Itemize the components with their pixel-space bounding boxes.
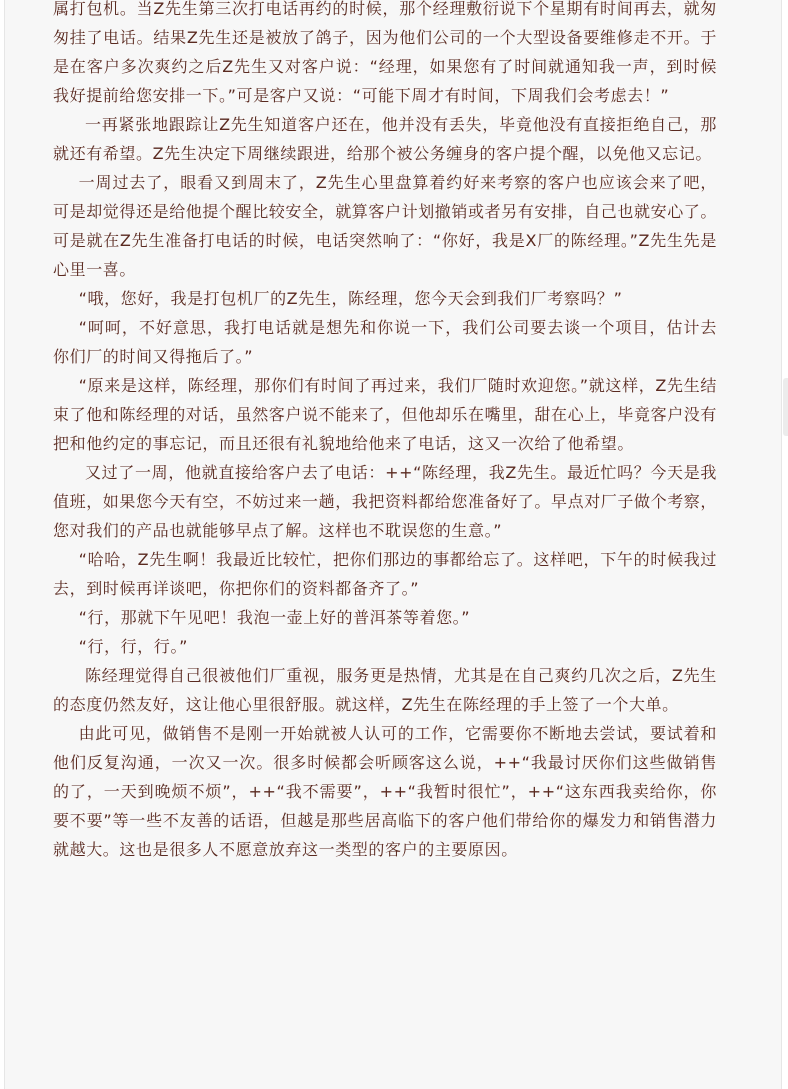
paragraph: 一再紧张地跟踪让Z先生知道客户还在，他并没有丢失，毕竟他没有直接拒绝自己，那就还有希望。Z先生决定下周继续跟进，给那个被公务缠身的客户提个醒，以免他又忘记。	[53, 115, 717, 163]
paragraph: 陈经理觉得自己很被他们厂重视，服务更是热情，尤其是在自己爽约几次之后，Z先生的态度仍然友好，这让他心里很舒服。就这样，Z先生在陈经理的手上签了一个大单。	[53, 666, 717, 714]
document-page	[4, 0, 782, 1089]
scrollbar-handle[interactable]	[783, 378, 788, 436]
paragraph: 属打包机。当Z先生第三次打电话再约的时候，那个经理敷衍说下个星期有时间再去，就匆匆挂了电话。结果Z先生还是被放了鸽子，因为他们公司的一个大型设备要维修走不开。于是在客户多次爽约之后Z先生又对客户说：“经理，如果您有了时间就通知我一声，到时候我好提前给您安排一下。”可是客户又说：“可能下周才有时间，下周我们会考虑去！”	[53, 0, 717, 105]
paragraph: 又过了一周，他就直接给客户去了电话：++“陈经理，我Z先生。最近忙吗？今天是我值班，如果您今天有空，不妨过来一趟，我把资料都给您准备好了。早点对厂子做个考察，您对我们的产品也就能够早点了解。这样也不耽误您的生意。”	[53, 463, 718, 540]
paragraph: “行，行，行。”	[78, 637, 188, 656]
paragraph: “呵呵，不好意思，我打电话就是想先和你说一下，我们公司要去谈一个项目，估计去你们厂的时间又得拖后了。”	[53, 318, 717, 366]
paragraph: “哦，您好，我是打包机厂的Z先生，陈经理，您今天会到我们厂考察吗？”	[78, 289, 623, 308]
paragraph: 一周过去了，眼看又到周末了，Z先生心里盘算着约好来考察的客户也应该会来了吧，可是却觉得还是给他提个醒比较安全，就算客户计划撤销或者另有安排，自己也就安心了。可是就在Z先生准备打电话的时候，电话突然响了：“你好，我是X厂的陈经理。”Z先生先是心里一喜。	[53, 173, 718, 279]
article-body	[53, 0, 717, 864]
paragraph: “原来是这样，陈经理，那你们有时间了再过来，我们厂随时欢迎您。”就这样，Z先生结束了他和陈经理的对话，虽然客户说不能来了，但他却乐在嘴里，甜在心上，毕竟客户没有把和他约定的事忘记，而且还很有礼貌地给他来了电话，这又一次给了他希望。	[53, 376, 718, 453]
paragraph: “行，那就下午见吧！我泡一壶上好的普洱茶等着您。”	[78, 608, 471, 627]
paragraph: 由此可见，做销售不是刚一开始就被人认可的工作，它需要你不断地去尝试，要试着和他们反复沟通，一次又一次。很多时候都会听顾客这么说，++“我最讨厌你们这些做销售的了，一天到晚烦不烦”，++“我不需要”，++“我暂时很忙”，++“这东西我卖给你，你要不要”等一些不友善的话语，但越是那些居高临下的客户他们带给你的爆发力和销售潜力就越大。这也是很多人不愿意放弃这一类型的客户的主要原因。	[53, 724, 717, 859]
paragraph: “哈哈，Z先生啊！我最近比较忙，把你们那边的事都给忘了。这样吧，下午的时候我过去，到时候再详谈吧，你把你们的资料都备齐了。”	[53, 550, 717, 598]
